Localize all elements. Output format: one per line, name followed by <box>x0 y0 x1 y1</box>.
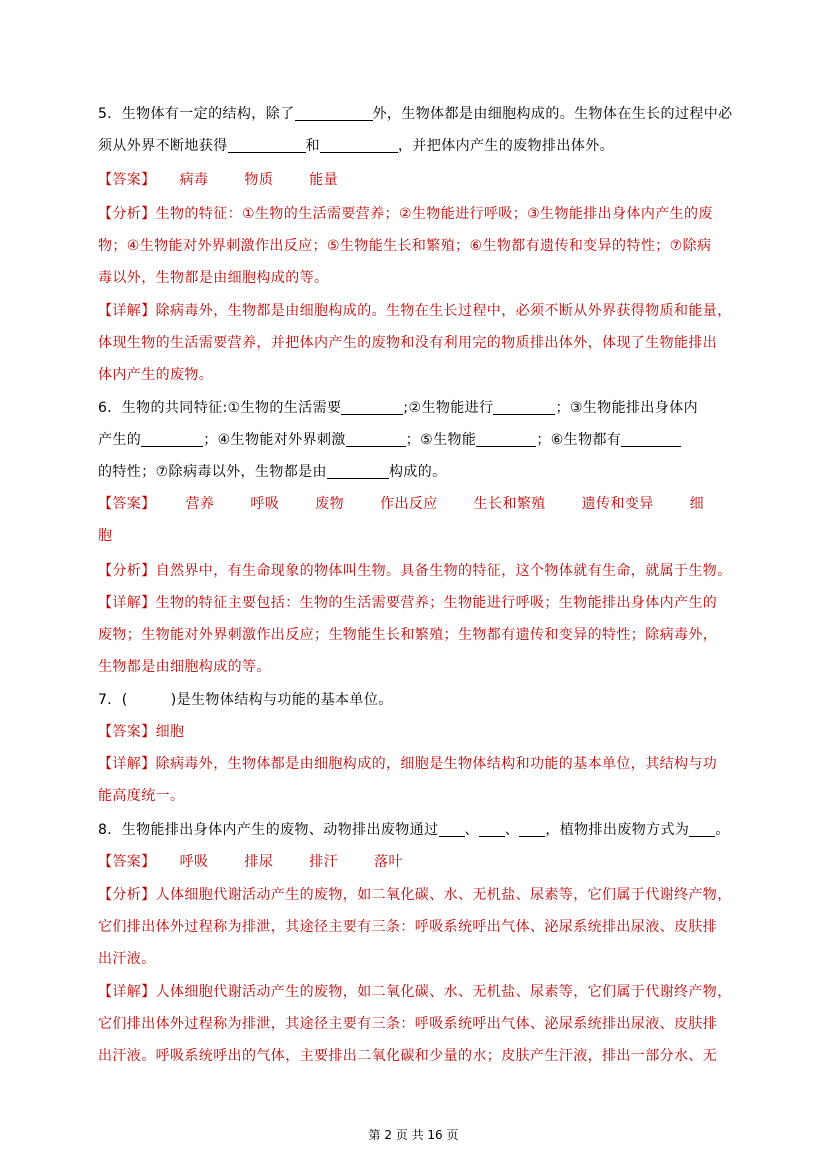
q5-answer <box>98 170 738 190</box>
q6-answer-item: 呼吸 <box>250 496 280 512</box>
q8-text: 、 <box>464 822 479 838</box>
q8-detail-line: 它们排出体外过程称为排泄，其途径主要有三条：呼吸系统呼出气体、泌尿系统排出尿液、皮肤排 <box>98 1016 718 1032</box>
q8-analysis-line: 它们排出体外过程称为排泄，其途径主要有三条：呼吸系统呼出气体、泌尿系统排出尿液、皮肤排 <box>98 919 718 935</box>
q5-analysis-line: 毒以外，生物都是由细胞构成的等。 <box>98 270 329 286</box>
q8-line-1 <box>98 820 738 840</box>
q6-blank <box>346 432 406 447</box>
q6-answer-item: 作出反应 <box>380 496 438 512</box>
q6-analysis-line: 【分析】自然界中，有生命现象的物体叫生物。具备生物的特征，这个物体就有生命，就属于生物。 <box>98 563 732 579</box>
q6-answer-item: 遗传和变异 <box>581 496 654 512</box>
q6-line-1 <box>98 398 738 418</box>
q5-analysis-line: 【分析】生物的特征：①生物的生活需要营养；②生物能进行呼吸；③生物能排出身体内产生的废 <box>98 206 713 222</box>
q5-answer-item: 物质 <box>244 172 274 188</box>
page-number: 第 2 页 共 16 页 <box>368 1128 459 1142</box>
q5-line-2 <box>98 136 738 156</box>
q6-blank <box>327 464 389 479</box>
q6-blank <box>141 432 203 447</box>
q5-blank-3 <box>320 138 398 153</box>
q6-text: ；⑥生物都有 <box>536 432 622 448</box>
q6-blank <box>341 400 403 415</box>
q6-text: 6．生物的共同特征:①生物的生活需要 <box>98 400 342 416</box>
q8-blank <box>689 822 715 837</box>
q5-detail-line: 体内产生的废物。 <box>98 367 214 383</box>
q6-text: 构成的。 <box>388 464 447 480</box>
q6-blank <box>621 432 681 447</box>
q6-answer-item: 营养 <box>185 496 215 512</box>
q8-text: 。 <box>715 822 730 838</box>
q8-text: 、 <box>504 822 520 838</box>
q5-text: ，并把体内产生的废物排出体外。 <box>398 138 615 154</box>
q6-answer-item: 细 <box>689 496 705 512</box>
q6-text: 产生的 <box>98 432 142 448</box>
q7-detail-line: 能高度统一。 <box>98 788 185 804</box>
q7-question: 7．( )是生物体结构与功能的基本单位。 <box>98 692 393 708</box>
q8-answer-item: 排尿 <box>244 854 274 870</box>
q6-answer-wrap: 胞 <box>98 528 113 544</box>
q6-answer-item: 生长和繁殖 <box>473 496 546 512</box>
answer-label: 【答案】 <box>98 496 156 512</box>
q5-detail-line: 体现生物的生活需要营养，并把体内产生的废物和没有利用完的物质排出体外，体现了生物能排出 <box>98 335 718 351</box>
q6-line-2 <box>98 430 738 450</box>
q8-analysis-line: 出汗液。 <box>98 951 156 967</box>
q8-text: 8．生物能排出身体内产生的废物、动物排出废物通过 <box>98 822 439 838</box>
q8-blank <box>519 822 545 837</box>
q8-detail-line: 出汗液。呼吸系统呼出的气体，主要排出二氧化碳和少量的水；皮肤产生汗液，排出一部分水、无 <box>98 1048 718 1064</box>
answer-label: 【答案】 <box>98 172 156 188</box>
q6-text: ；④生物能对外界刺激 <box>203 432 346 448</box>
q6-text: ；⑤生物能 <box>405 432 477 448</box>
q6-blank <box>493 400 555 415</box>
q5-answer-item: 能量 <box>309 172 339 188</box>
q5-text: 5．生物体有一定的结构，除了 <box>98 106 295 122</box>
q5-line-1 <box>98 104 738 124</box>
answer-label: 【答案】 <box>98 854 156 870</box>
q6-text: ;②生物能进行 <box>403 400 494 416</box>
q5-text: 外，生物体都是由细胞构成的。生物体在生长的过程中必 <box>372 106 733 122</box>
q6-line-3 <box>98 462 738 482</box>
q8-analysis-line: 【分析】人体细胞代谢活动产生的废物，如二氧化碳、水、无机盐、尿素等，它们属于代谢终产物， <box>98 887 732 903</box>
q5-detail-line: 【详解】除病毒外，生物都是由细胞构成的。生物在生长过程中，必须不断从外界获得物质和能量， <box>98 303 732 319</box>
q7-answer: 【答案】细胞 <box>98 724 185 740</box>
q6-detail-line: 【详解】生物的特征主要包括：生物的生活需要营养；生物能进行呼吸；生物能排出身体内产生的 <box>98 595 718 611</box>
q6-blank <box>476 432 536 447</box>
q5-analysis-line: 物；④生物能对外界刺激作出反应；⑤生物能生长和繁殖；⑥生物都有遗传和变异的特性；⑦除病 <box>98 238 712 254</box>
q8-blank <box>439 822 465 837</box>
q5-blank-2 <box>228 138 306 153</box>
q5-blank-1 <box>295 106 373 121</box>
q6-answer-item: 废物 <box>315 496 345 512</box>
q7-detail-line: 【详解】除病毒外，生物体都是由细胞构成的，细胞是生物体结构和功能的基本单位，其结构与功 <box>98 756 718 772</box>
q6-answer <box>98 494 738 514</box>
q8-text: ，植物排出废物方式为 <box>545 822 690 838</box>
q5-text: 和 <box>305 138 321 154</box>
q8-blank <box>479 822 505 837</box>
q5-answer-item: 病毒 <box>179 172 209 188</box>
q8-answer <box>98 852 738 872</box>
q6-detail-line: 生物都是由细胞构成的等。 <box>98 659 271 675</box>
q8-answer-item: 落叶 <box>374 854 403 870</box>
q6-detail-line: 废物；生物能对外界刺激作出反应；生物能生长和繁殖；生物都有遗传和变异的特性；除病毒外， <box>98 627 718 643</box>
q6-text: ；③生物能排出身体内 <box>555 400 699 416</box>
q8-detail-line: 【详解】人体细胞代谢活动产生的废物，如二氧化碳、水、无机盐、尿素等，它们属于代谢终产物， <box>98 984 732 1000</box>
q5-text: 须从外界不断地获得 <box>98 138 228 154</box>
q8-answer-item: 呼吸 <box>179 854 209 870</box>
q8-answer-item: 排汗 <box>309 854 339 870</box>
q6-text: 的特性；⑦除病毒以外，生物都是由 <box>98 464 327 480</box>
